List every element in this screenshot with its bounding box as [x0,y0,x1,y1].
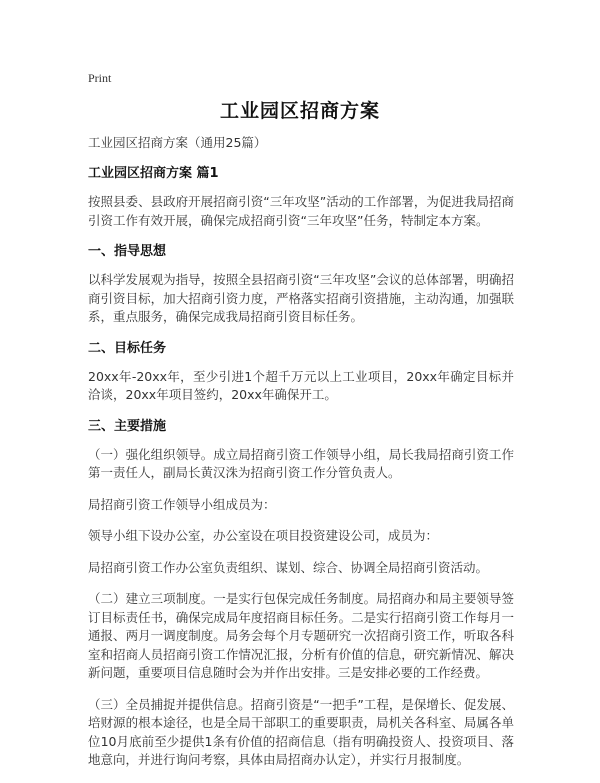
print-link[interactable]: Print [88,71,112,85]
section-heading-measures: 三、主要措施 [88,418,167,434]
measures-paragraph-3: 领导小组下设办公室，办公室设在项目投资建设公司，成员为： [88,528,439,543]
guiding-paragraph: 以科学发展观为指导，按照全县招商引资“三年攻坚”会议的总体部署，明确招商引资目标，加大招商引资力度，严格落实招商引资措施，主动沟通，加强联系，重点服务，确保完成我局招商引资目标任务。 [88,272,514,324]
document-body [88,134,514,783]
article-heading: 工业园区招商方案 篇1 [88,166,219,181]
intro-paragraph: 按照县委、县政府开展招商引资“三年攻坚”活动的工作部署，为促进我局招商引资工作有效开展，确保完成招商引资“三年攻坚”任务，特制定本方案。 [88,194,514,228]
page-title: 工业园区招商方案 [219,100,380,122]
measures-paragraph-5: （二）建立三项制度。一是实行包保完成任务制度。局招商办和局主要领导签订目标责任书，确保完成局年度招商目标任务。二是实行招商引资工作每月一通报、两月一调度制度。局务会每个月专题研究一次招商引资工作，听取各科室和招商人员招商引资工作情况汇报，分析有价值的信息，研究新情况、解决新问题，重要项目信息随时会为并作出安排。三是安排必要的工作经费。 [88,591,514,680]
measures-paragraph-4: 局招商引资工作办公室负责组织、谋划、综合、协调全局招商引资活动。 [88,559,489,575]
measures-paragraph-2: 局招商引资工作领导小组成员为： [88,496,276,512]
measures-paragraph-1: （一）强化组织领导。成立局招商引资工作领导小组，局长我局招商引资工作第一责任人，副局长黄汉洙为招商引资工作分管负责人。 [88,446,514,480]
document-subtitle: 工业园区招商方案（通用25篇） [88,135,267,150]
measures-paragraph-6: （三）全员捕捉并提供信息。招商引资是“一把手”工程，是保增长、促发展、培财源的根本途径，也是全局干部职工的重要职责，局机关各科室、局属各单位10月底前至少提供1条有价值的招商信息（指有明确投资人、投资项目、落地意向，并进行询问考察，具体由局招商办认定），并实行月报制度。 [88,696,514,767]
section-heading-goals: 二、目标任务 [88,340,167,356]
goals-paragraph: 20xx年-20xx年，至少引进1个超千万元以上工业项目，20xx年确定目标并洽谈，20xx年项目签约，20xx年确保开工。 [88,368,514,402]
section-heading-guiding: 一、指导思想 [88,244,167,259]
